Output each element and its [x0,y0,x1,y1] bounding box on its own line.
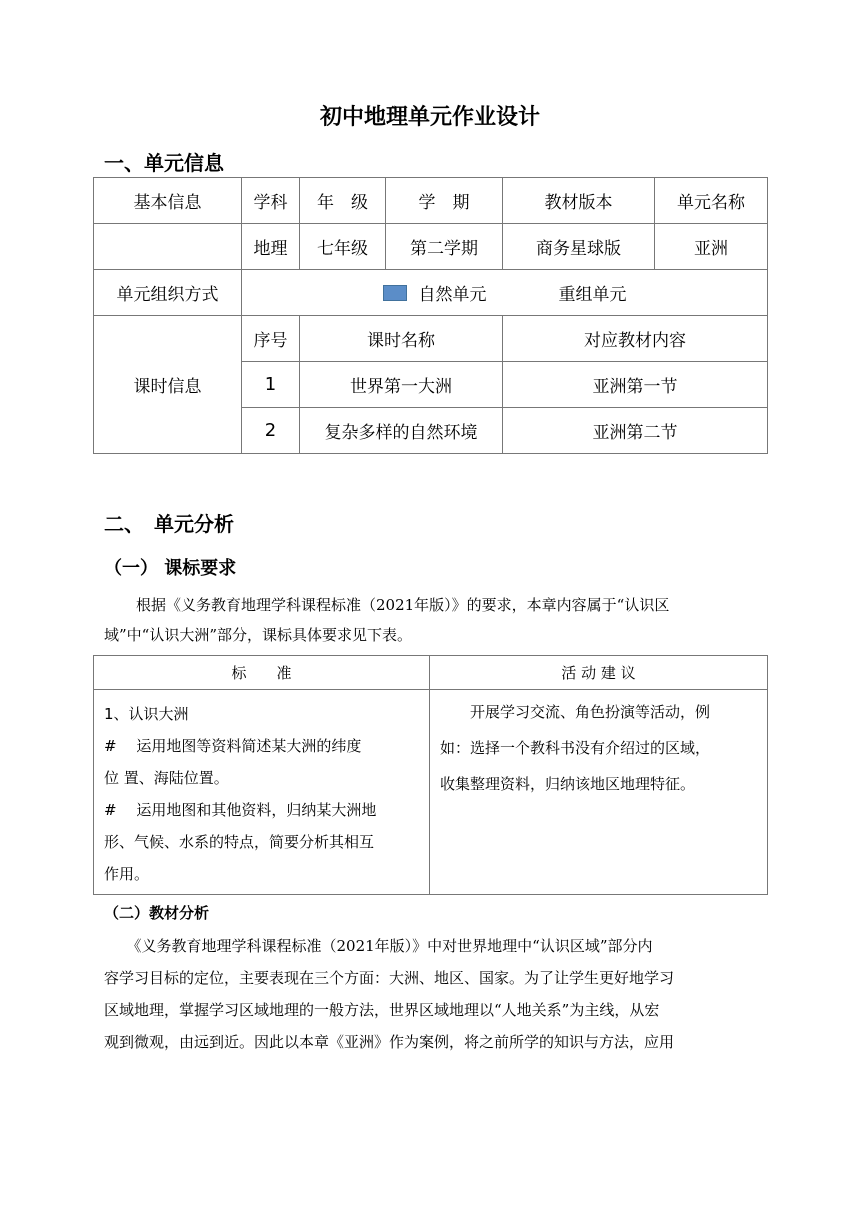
table-row [94,316,768,362]
header-unit-name: 单元名称 [655,178,768,224]
text-line: 形、气候、水系的特点，简要分析其相互 [104,833,375,851]
header-standards: 标 准 [94,656,430,690]
table-row [94,224,768,270]
table-row [94,656,768,690]
lesson-no: 2 [242,408,300,454]
org-option-natural: 自然单元 [418,285,487,305]
header-edition: 教材版本 [503,178,655,224]
table-row [94,690,768,895]
subheading-curriculum-requirements: （一） 课标要求 [104,558,237,579]
table-row [94,270,768,316]
org-label: 单元组织方式 [94,270,242,316]
header-grade: 年 级 [300,178,386,224]
textbook-analysis-paragraph [104,930,768,1058]
header-semester: 学 期 [386,178,503,224]
value-unit-name: 亚洲 [655,224,768,270]
unit-info-table [93,177,768,454]
header-basic-info: 基本信息 [94,178,242,224]
header-activity-suggestions: 活 动 建 议 [430,656,768,690]
text-line: 《义务教育地理学科课程标准（2021年版）》中对世界地理中“认识区域”部分内 [104,937,653,955]
section-heading-unit-info: 一、单元信息 [104,151,224,175]
text-line: 观到微观，由远到近。因此以本章《亚洲》作为案例，将之前所学的知识与方法，应用 [104,1033,675,1051]
text-line: 位 置、海陆位置。 [104,769,229,787]
lesson-content: 亚洲第一节 [503,362,768,408]
lessons-label: 课时信息 [94,316,242,454]
lesson-name: 世界第一大洲 [300,362,503,408]
text-line: 域”中“认识大洲”部分，课标具体要求见下表。 [104,626,413,644]
subheading-textbook-analysis: （二）教材分析 [104,904,210,922]
text-line: # 运用地图等资料简述某大洲的纬度 [104,737,362,755]
text-line: 区域地理，掌握学习区域地理的一般方法，世界区域地理以“人地关系”为主线，从宏 [104,1001,660,1019]
value-subject: 地理 [242,224,300,270]
text-line: 作用。 [104,865,150,883]
text-line: # 运用地图和其他资料，归纳某大洲地 [104,801,377,819]
lesson-name: 复杂多样的自然环境 [300,408,503,454]
standards-content [94,690,430,895]
header-lesson-no: 序号 [242,316,300,362]
lesson-no: 1 [242,362,300,408]
standards-table [93,655,768,895]
value-edition: 商务星球版 [503,224,655,270]
empty-cell [94,224,242,270]
table-row [94,178,768,224]
org-options [242,270,768,316]
text-line: 开展学习交流、角色扮演等活动，例 [440,703,711,721]
org-option-recombined: 重组单元 [558,285,627,305]
header-lesson-content: 对应教材内容 [503,316,768,362]
lesson-content: 亚洲第二节 [503,408,768,454]
value-semester: 第二学期 [386,224,503,270]
header-subject: 学科 [242,178,300,224]
text-line: 根据《义务教育地理学科课程标准（2021年版）》的要求，本章内容属于“认识区 [136,596,670,614]
section-heading-unit-analysis: 二、 单元分析 [104,512,234,536]
document-title: 初中地理单元作业设计 [319,105,540,130]
activity-content [430,690,768,895]
text-line: 如：选择一个教科书没有介绍过的区域， [440,739,711,757]
header-lesson-name: 课时名称 [300,316,503,362]
text-line: 容学习目标的定位，主要表现在三个方面：大洲、地区、国家。为了让学生更好地学习 [104,969,675,987]
checkbox-selected-icon[interactable] [383,285,407,301]
text-line: 收集整理资料，归纳该地区地理特征。 [440,775,696,793]
intro-paragraph [104,590,764,650]
text-line: 1、认识大洲 [104,705,189,723]
value-grade: 七年级 [300,224,386,270]
